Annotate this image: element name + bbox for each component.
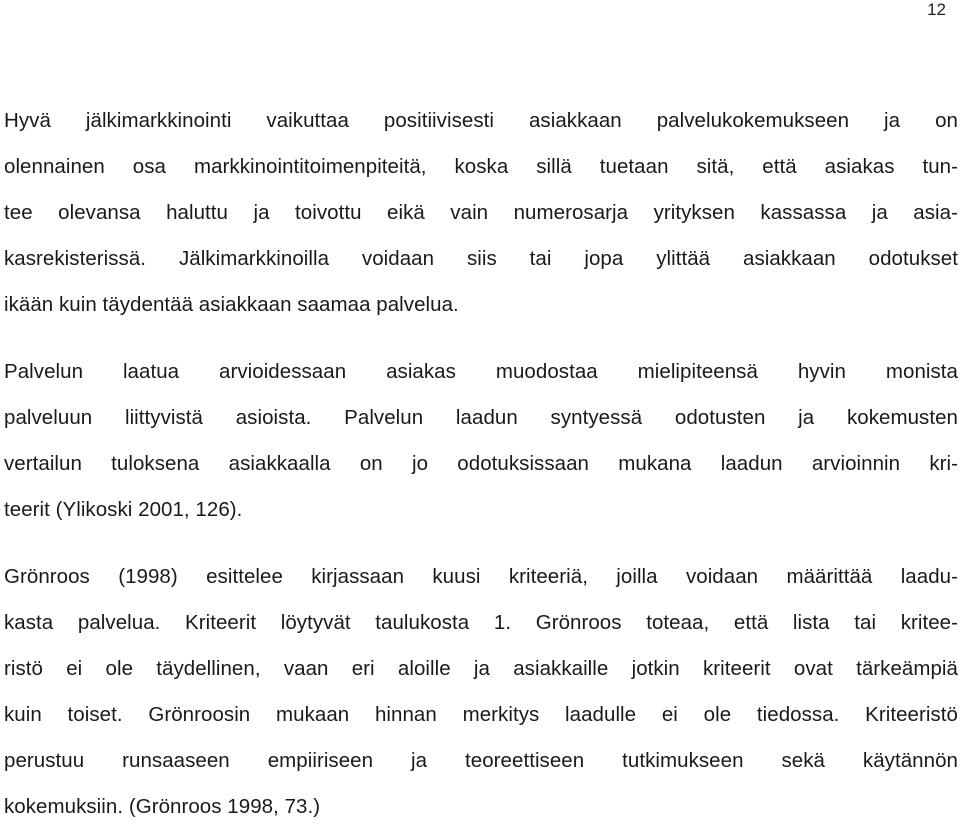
- text-line: palveluun liittyvistä asioista. Palvelun laadun syntyessä odotusten ja kokemusten: [4, 406, 958, 429]
- text-line: perustuu runsaaseen empiiriseen ja teoreettiseen tutkimukseen sekä käytännön: [4, 749, 958, 772]
- text-line: ikään kuin täydentää asiakkaan saamaa palvelua.: [4, 293, 459, 316]
- text-line: tee olevansa haluttu ja toivottu eikä vain numerosarja yrityksen kassassa ja asia-: [4, 201, 958, 224]
- paragraph-3: [4, 554, 958, 830]
- document-body: [4, 98, 958, 830]
- text-line: kokemuksiin. (Grönroos 1998, 73.): [4, 795, 321, 818]
- paragraph-spacing: [4, 328, 958, 349]
- text-line: Hyvä jälkimarkkinointi vaikuttaa positiivisesti asiakkaan palvelukokemukseen ja on: [4, 109, 958, 132]
- paragraph-1: [4, 98, 958, 328]
- text-line: teerit (Ylikoski 2001, 126).: [4, 498, 243, 521]
- page-number: 12: [927, 0, 946, 19]
- text-line: kasta palvelua. Kriteerit löytyvät taulukosta 1. Grönroos toteaa, että lista tai kritee-: [4, 611, 958, 634]
- paragraph-spacing: [4, 533, 958, 554]
- text-line: Grönroos (1998) esittelee kirjassaan kuusi kriteeriä, joilla voidaan määrittää laadu-: [4, 565, 958, 588]
- text-line: Palvelun laatua arvioidessaan asiakas muodostaa mielipiteensä hyvin monista: [4, 360, 958, 383]
- paragraph-2: [4, 349, 958, 533]
- text-line: kasrekisterissä. Jälkimarkkinoilla voidaan siis tai jopa ylittää asiakkaan odotukset: [4, 247, 958, 270]
- text-line: vertailun tuloksena asiakkaalla on jo odotuksissaan mukana laadun arvioinnin kri-: [4, 452, 958, 475]
- text-line: ristö ei ole täydellinen, vaan eri aloille ja asiakkaille jotkin kriteerit ovat tärkeämpiä: [4, 657, 958, 680]
- text-line: kuin toiset. Grönroosin mukaan hinnan merkitys laadulle ei ole tiedossa. Kriteeristö: [4, 703, 958, 726]
- text-line: olennainen osa markkinointitoimenpiteitä, koska sillä tuetaan sitä, että asiakas tun-: [4, 155, 958, 178]
